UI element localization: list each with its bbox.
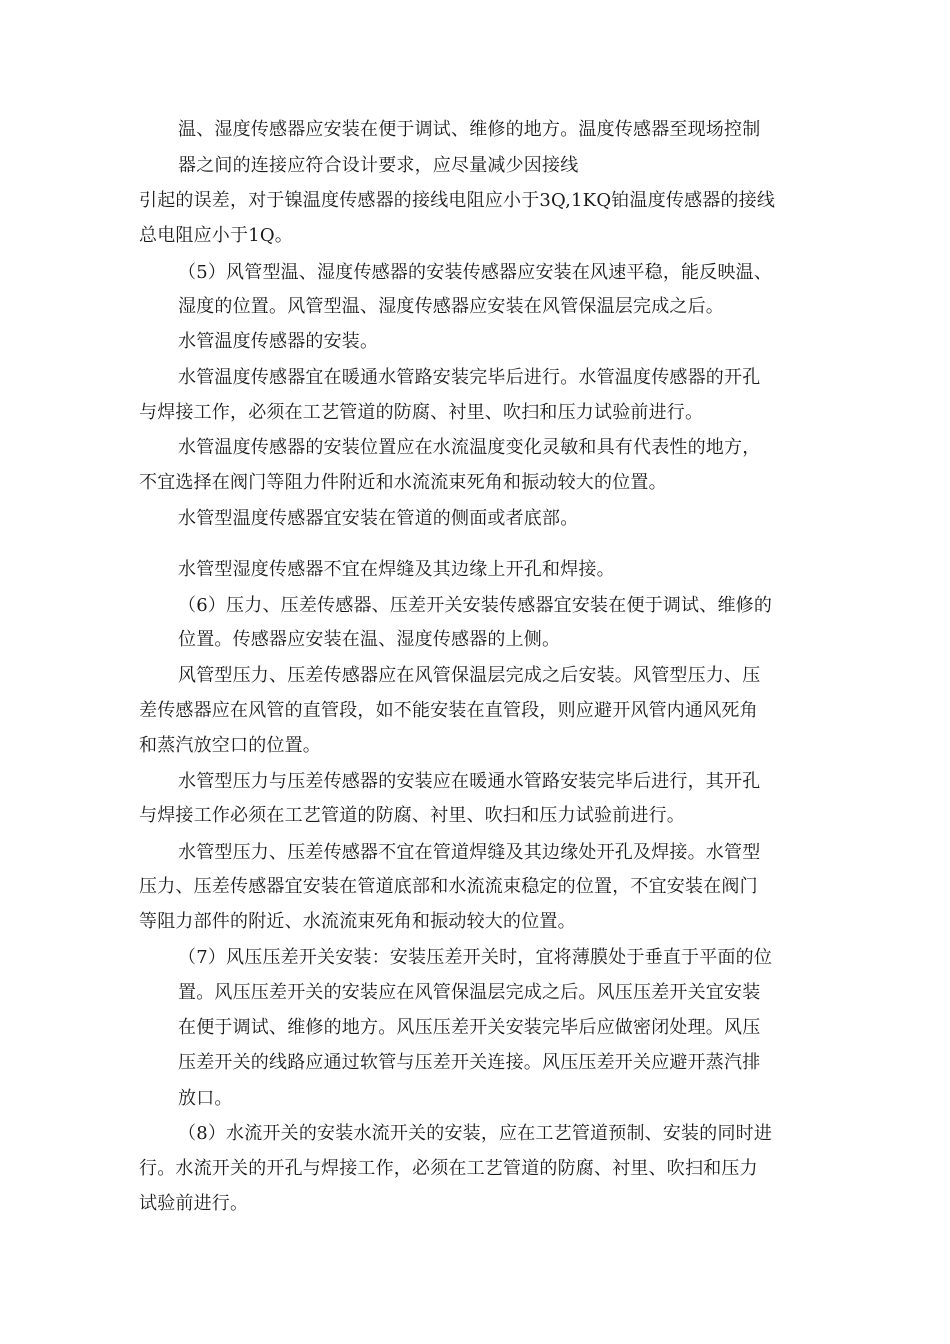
text-line-9: 与焊接工作，必须在工艺管道的防腐、衬里、吹扫和压力试验前进行。	[139, 402, 704, 423]
text-line-13: 水管型湿度传感器不宜在焊缝及其边缘上开孔和焊接。	[178, 559, 615, 580]
text-line-11: 不宜选择在阀门等阻力件附近和水流流束死角和振动较大的位置。	[139, 472, 667, 493]
text-line-28: 放口。	[178, 1088, 233, 1109]
text-line-18: 和蒸汽放空口的位置。	[139, 735, 321, 756]
text-line-14: （6）压力、压差传感器、压差开关安装传感器宜安装在便于调试、维修的	[178, 595, 773, 616]
text-line-10: 水管温度传感器的安装位置应在水流温度变化灵敏和具有代表性的地方，	[178, 437, 761, 458]
text-line-3: 引起的误差，对于镍温度传感器的接线电阻应小于3Q,1KQ铂温度传感器的接线	[139, 190, 776, 211]
text-line-5: （5）风管型温、湿度传感器的安装传感器应安装在风速平稳，能反映温、	[178, 262, 773, 283]
text-line-24: （7）风压压差开关安装：安装压差开关时，宜将薄膜处于垂直于平面的位	[178, 947, 773, 968]
text-line-17: 差传感器应在风管的直管段，如不能安装在直管段，则应避开风管内通风死角	[139, 700, 758, 721]
text-line-23: 等阻力部件的附近、水流流束死角和振动较大的位置。	[139, 911, 576, 932]
text-line-29: （8）水流开关的安装水流开关的安装，应在工艺管道预制、安装的同时进	[178, 1123, 773, 1144]
text-line-19: 水管型压力与压差传感器的安装应在暖通水管路安装完毕后进行，其开孔	[178, 771, 761, 792]
text-line-4: 总电阻应小于1Q。	[139, 225, 294, 246]
text-line-8: 水管温度传感器宜在暖通水管路安装完毕后进行。水管温度传感器的开孔	[178, 367, 761, 388]
text-line-15: 位置。传感器应安装在温、湿度传感器的上侧。	[178, 629, 561, 650]
text-line-20: 与焊接工作必须在工艺管道的防腐、衬里、吹扫和压力试验前进行。	[139, 805, 685, 826]
text-line-6: 湿度的位置。风管型温、湿度传感器应安装在风管保温层完成之后。	[178, 296, 724, 317]
text-line-7: 水管温度传感器的安装。	[178, 331, 379, 352]
text-line-25: 置。风压压差开关的安装应在风管保温层完成之后。风压压差开关宜安装	[178, 982, 761, 1003]
text-line-21: 水管型压力、压差传感器不宜在管道焊缝及其边缘处开孔及焊接。水管型	[178, 842, 761, 863]
text-line-26: 在便于调试、维修的地方。风压压差开关安装完毕后应做密闭处理。风压	[178, 1017, 761, 1038]
text-line-16: 风管型压力、压差传感器应在风管保温层完成之后安装。风管型压力、压	[178, 665, 761, 686]
text-line-22: 压力、压差传感器宜安装在管道底部和水流流束稳定的位置，不宜安装在阀门	[139, 876, 758, 897]
text-line-12: 水管型温度传感器宜安装在管道的侧面或者底部。	[178, 508, 579, 529]
text-line-27: 压差开关的线路应通过软管与压差开关连接。风压压差开关应避开蒸汽排	[178, 1052, 761, 1073]
text-line-2: 器之间的连接应符合设计要求，应尽量减少因接线	[178, 155, 579, 176]
text-line-30: 行。水流开关的开孔与焊接工作，必须在工艺管道的防腐、衬里、吹扫和压力	[139, 1158, 758, 1179]
text-line-31: 试验前进行。	[139, 1193, 249, 1214]
text-line-1: 温、湿度传感器应安装在便于调试、维修的地方。温度传感器至现场控制	[178, 119, 761, 140]
